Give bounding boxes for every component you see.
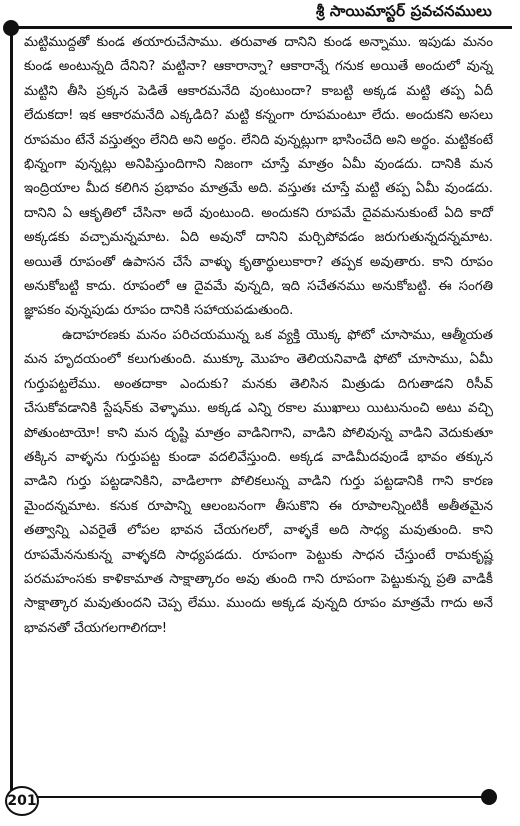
header-rule bbox=[8, 26, 512, 29]
footer-rule bbox=[38, 796, 490, 798]
left-margin-rule bbox=[10, 28, 13, 793]
bottom-right-dot-ornament bbox=[481, 789, 497, 805]
paragraph-2: ఉదాహరణకు మనం పరిచయమున్న ఒక వ్యక్తి యొక్క ఫోటో చూసాము, ఆత్మీయత మన హృదయంలో కలుగుతుంది. ముక్కూ మొహం తెలియనివాడి ఫోటో చూసాము, ఏమీ గుర్తుపట్టలేము. అంతదాకా ఎందుకు? మనకు తెలిసిన మిత్రుడు దిగుతాడని రిసీవ్ చేసుకోవడానికి స్టేషన్‌కు వెళ్ళాము. అక్కడ ఎన్ని రకాల ముఖాలు యిటునుంచి అటు వచ్చి పోతుంటాయో! కాని మన దృష్టి మాత్రం వాడినిగాని, వాడిని పోలివున్న వాడిని వెదుకుతూ తక్కిన వాళ్ళను గుర్తుపట్ట కుండా వదలివేస్తుంది. అక్కడ వాడిమీదవుండే భావం తక్కున వాడిని గుర్తు పట్టడానికిని, వాడిలాగా పోలికలున్న వాడిని గుర్తు పట్టడానికి గాని కారణ మైందన్నమాట. కనుక రూపాన్ని ఆలంబనంగా తీసుకొని ఈ రూపాలన్నింటికీ అతీతమైన తత్వాన్ని ఎవరైతే లోపల భావన చేయగలరో, వాళ్ళకే అది సాధ్య మవుతుంది. కాని రూపమేననుకున్న వాళ్ళకది సాధ్యపడదు. రూపంగా పెట్టుకు సాధన చేస్తుంటే రామకృష్ణ పరమహంసకు కాళికామాత సాక్షాత్కారం అవు తుంది గాని రూపంగా పెట్టుకున్న ప్రతి వాడికీ సాక్షాత్కార మవుతుందని చెప్ప లేము. ముందు అక్కడ వున్నది రూపం మాత్రమే గాదు అనే భావనతో చేయగలగాలిగదా! bbox=[24, 327, 493, 636]
body-text bbox=[24, 31, 493, 641]
page-number: 201 bbox=[5, 786, 39, 816]
page-header-title: శ్రీ సాయిమాస్టర్ ప్రవచనములు bbox=[315, 2, 492, 20]
paragraph-1: మట్టిముద్దతో కుండ తయారుచేసాము. తరువాత దానిని కుండ అన్నాము. ఇపుడు మనం కుండ అంటున్నది దేనిని? మట్టినా? ఆకారాన్నా? ఆకారాన్నే గనుక అయితే అందులో వున్న మట్టిని తీసి ప్రక్కన పెడితే ఆకారమనేది వుంటుందా? కాబట్టి అక్కడ మట్టి తప్ప ఏదీ లేదుకదా! ఇక ఆకారమనేది ఎక్కడిది? మట్టి కన్నంగా రూపమంటూ లేదు. అందుకని అసలు రూపమం టేనే వస్తుత్వం లేనిది అని అర్థం. లేనిది వున్నట్లుగా భాసించేది అని అర్థం. మట్టికంటే భిన్నంగా వున్నట్లు అనిపిస్తుందిగాని నిజంగా చూస్తే మాత్రం ఏమీ వుండదు. దానికి మన ఇంద్రియాల మీద కలిగిన ప్రభావం మాత్రమే అది. వస్తుతః చూస్తే మట్టి తప్ప ఏమీ వుండదు. దానిని ఏ ఆకృతిలో చేసినా అదే వుంటుంది. అందుకని రూపమే దైవమనుకుంటే ఏది కాదో అక్కడకు వచ్చామన్నమాట. ఏది అవునో దానిని మర్చిపోవడం జరుగుతున్నదన్నమాట. అయితే రూపంతో ఉపాసన చేసే వాళ్ళు కృతార్థులుకారా? తప్పక అవుతారు. కాని రూపం అనుకోబట్టి కాదు. రూపంలో ఆ దైవమే వున్నది, ఇది సచేతనము అనుకోబట్టి. ఈ సంగతి జ్ఞాపకం వున్నపుడు రూపం దానికి సహాయపడుతుంది. bbox=[24, 35, 493, 319]
